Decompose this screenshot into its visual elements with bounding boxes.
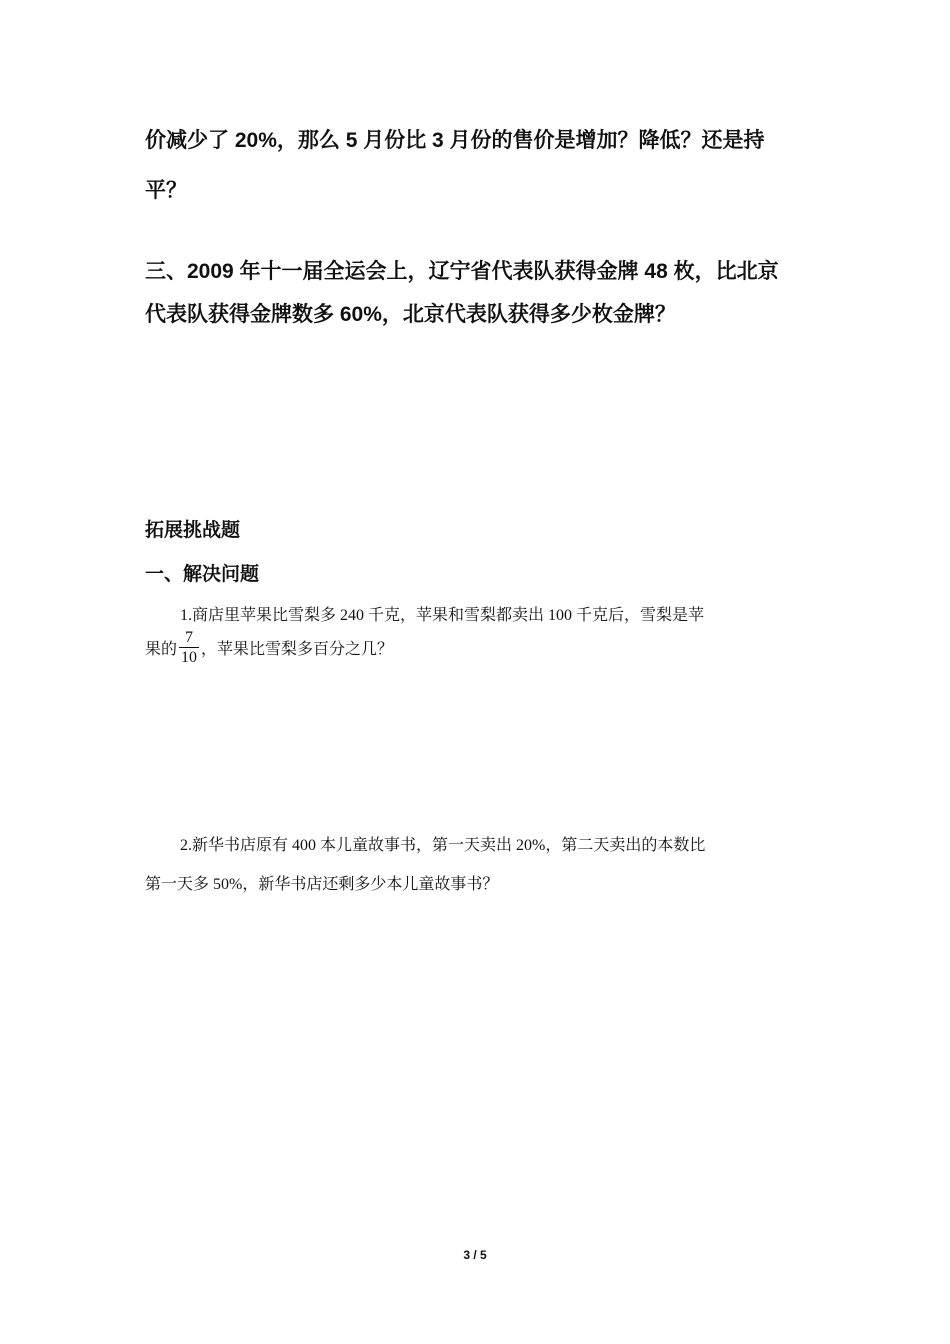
question-2-line-2: 第一天多 50%，新华书店还剩多少本儿童故事书？ <box>145 876 499 893</box>
question-1-line-1: 1.商店里苹果比雪梨多 240 千克，苹果和雪梨都卖出 100 千克后，雪梨是苹 <box>180 607 705 624</box>
problem-text-line: 价减少了 20%，那么 5 月份比 3 月份的售价是增加？降低？还是持 <box>145 129 765 152</box>
page-number: 3 / 5 <box>463 1248 487 1262</box>
extension-title: 拓展挑战题 <box>145 520 241 541</box>
problem-3-line-2: 代表队获得金牌数多 60%，北京代表队获得多少枚金牌？ <box>145 303 676 326</box>
question-2-line-1: 2.新华书店原有 400 本儿童故事书，第一天卖出 20%，第二天卖出的本数比 <box>180 837 706 854</box>
fraction-numerator: 7 <box>185 629 194 646</box>
question-1-prefix: 果的 <box>145 641 178 659</box>
problem-3-line-1: 三、2009 年十一届全运会上，辽宁省代表队获得金牌 48 枚，比北京 <box>145 260 779 283</box>
fraction-denominator: 10 <box>181 649 198 666</box>
fraction <box>179 629 199 668</box>
problem-text-line: 平？ <box>145 179 187 202</box>
section-heading: 一、解决问题 <box>145 564 260 585</box>
question-1-suffix: ，苹果比雪梨多百分之几？ <box>201 641 394 659</box>
question-1-line-2 <box>145 631 815 670</box>
